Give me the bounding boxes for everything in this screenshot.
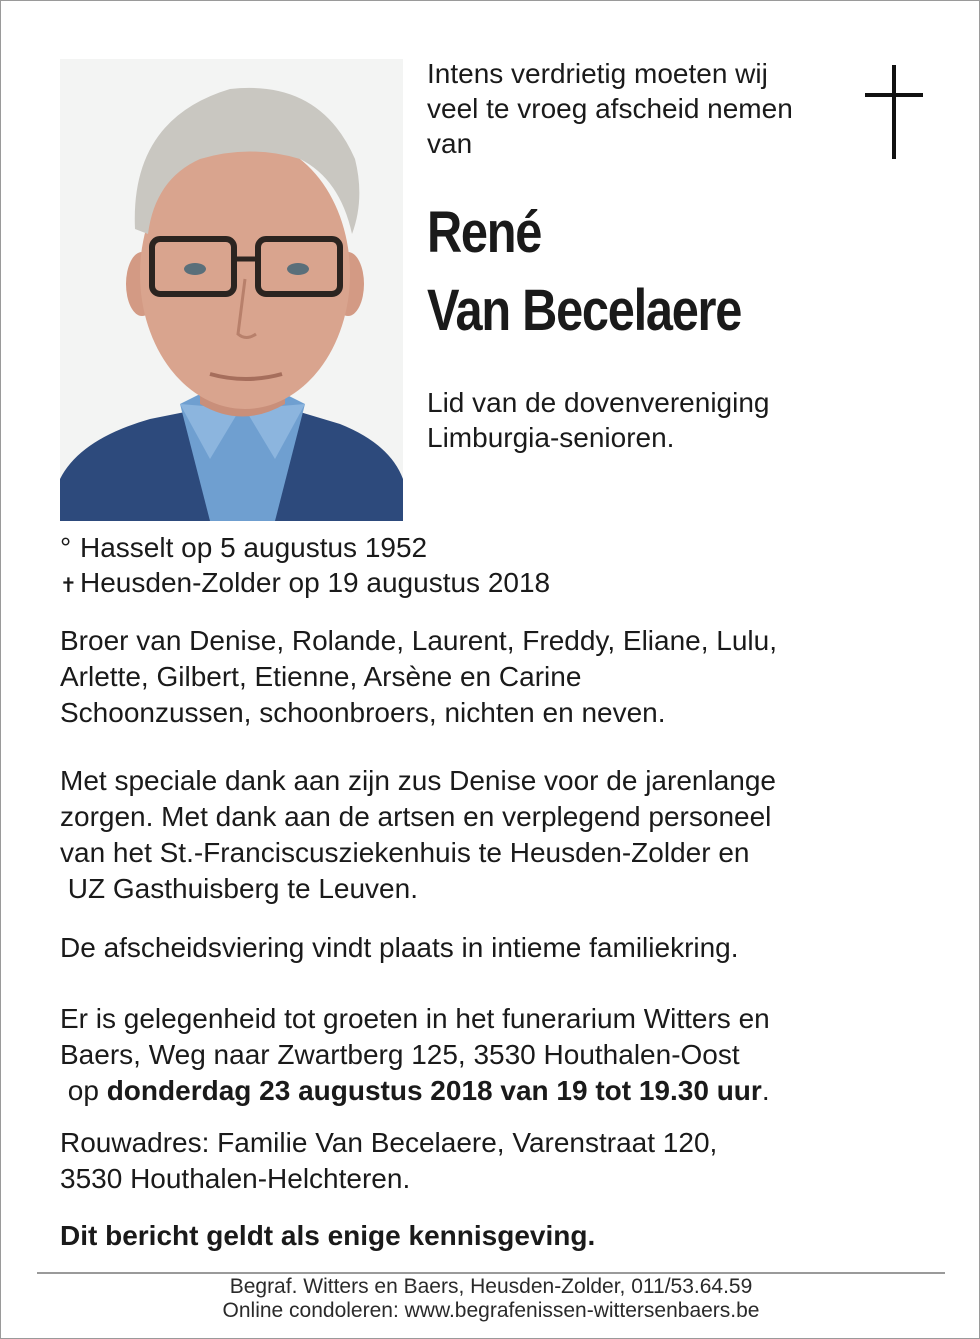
life-dates [60, 530, 550, 604]
footer-divider [37, 1272, 945, 1274]
thanks-line: zorgen. Met dank aan de artsen en verplegend personeel [60, 801, 772, 832]
family-line: Arlette, Gilbert, Etienne, Arsène en Carine [60, 661, 582, 692]
birth-text: Hasselt op 5 augustus 1952 [80, 532, 428, 563]
family-paragraph [60, 623, 940, 731]
visitation-paragraph [60, 1001, 940, 1109]
portrait-photo [60, 59, 403, 521]
thanks-line: van het St.-Franciscusziekenhuis te Heusden-Zolder en [60, 837, 750, 868]
thanks-line: Met speciale dank aan zijn zus Denise voor de jarenlange [60, 765, 776, 796]
death-text: Heusden-Zolder op 19 augustus 2018 [80, 567, 551, 598]
cross-icon [865, 65, 923, 159]
thanks-paragraph [60, 763, 940, 907]
ceremony-paragraph [60, 930, 940, 966]
last-name: Van Becelaere [427, 278, 742, 343]
address-line: 3530 Houthalen-Helchteren. [60, 1163, 411, 1194]
intro-line: Intens verdrietig moeten wij [427, 58, 768, 89]
address-paragraph [60, 1125, 940, 1197]
family-line: Schoonzussen, schoonbroers, nichten en neven. [60, 697, 666, 728]
notice-text [60, 1218, 940, 1254]
visitation-line: Baers, Weg naar Zwartberg 125, 3530 Houthalen-Oost [60, 1039, 740, 1070]
intro-line: van [427, 128, 473, 159]
visitation-line: Er is gelegenheid tot groeten in het funerarium Witters en [60, 1003, 770, 1034]
footer-condolence-link[interactable]: Online condoleren: www.begrafenissen-wittersenbaers.be [222, 1299, 760, 1322]
death-cross-icon: ✝ [60, 575, 77, 597]
visitation-line [60, 1073, 940, 1109]
membership-text [427, 385, 867, 455]
birth-symbol: ° [60, 532, 72, 563]
visitation-prefix: op [60, 1075, 107, 1106]
footer-undertaker: Begraf. Witters en Baers, Heusden-Zolder, 011/53.64.59 [229, 1275, 753, 1298]
birth-line [60, 530, 550, 565]
notice-line: Dit bericht geldt als enige kennisgeving. [60, 1220, 596, 1251]
ceremony-line: De afscheidsviering vindt plaats in intieme familiekring. [60, 932, 739, 963]
thanks-line: UZ Gasthuisberg te Leuven. [60, 873, 418, 904]
intro-text [427, 56, 847, 161]
membership-line: Lid van de dovenvereniging [427, 387, 770, 418]
visitation-datetime: donderdag 23 augustus 2018 van 19 tot 19.30 uur [106, 1075, 762, 1106]
intro-line: veel te vroeg afscheid nemen [427, 93, 793, 124]
family-line: Broer van Denise, Rolande, Laurent, Freddy, Eliane, Lulu, [60, 625, 778, 656]
membership-line: Limburgia-senioren. [427, 422, 675, 453]
address-line: Rouwadres: Familie Van Becelaere, Varenstraat 120, [60, 1127, 718, 1158]
death-line [60, 565, 550, 604]
footer [37, 1275, 945, 1323]
deceased-name [427, 194, 741, 350]
visitation-suffix: . [761, 1075, 770, 1106]
first-name: René [427, 200, 542, 265]
